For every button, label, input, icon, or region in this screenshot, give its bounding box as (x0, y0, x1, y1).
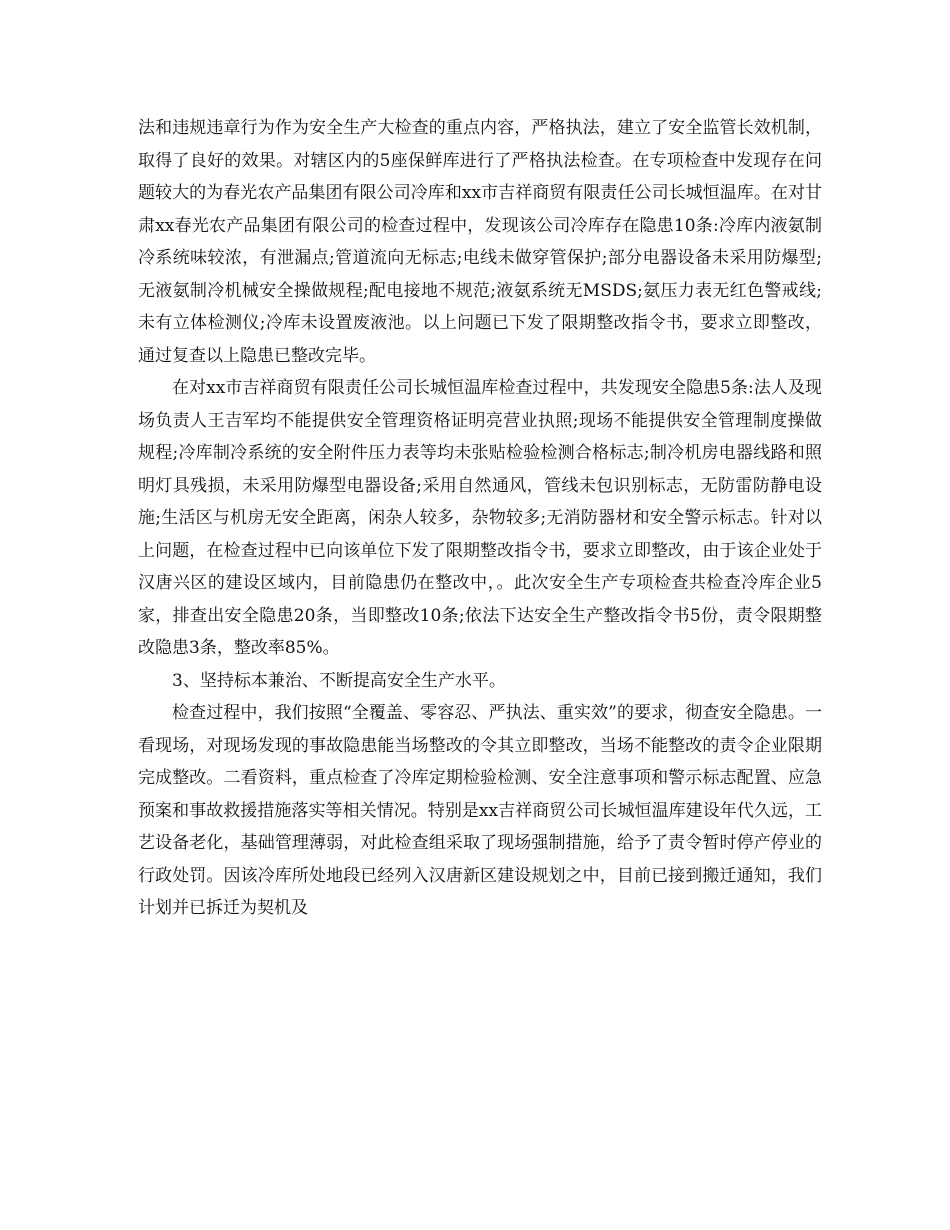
document-page (138, 112, 822, 925)
paragraph-inspection-process: 检查过程中，我们按照“全覆盖、零容忍、严执法、重实效”的要求，彻查安全隐患。一看现场，对现场发现的事故隐患能当场整改的令其立即整改，当场不能整改的责令企业限期完成整改。二看资料，重点检查了冷库定期检验检测、安全注意事项和警示标志配置、应急预案和事故救援措施落实等相关情况。特别是xx吉祥商贸公司长城恒温库建设年代久远，工艺设备老化，基础管理薄弱，对此检查组采取了现场强制措施，给予了责令暂时停产停业的行政处罚。因该冷库所处地段已经列入汉唐新区建设规划之中，目前已接到搬迁通知，我们计划并已拆迁为契机及 (138, 703, 822, 918)
paragraph-inspection-coldstorage: 法和违规违章行为作为安全生产大检查的重点内容，严格执法，建立了安全监管长效机制，取得了良好的效果。对辖区内的5座保鲜库进行了严格执法检查。在专项检查中发现存在问题较大的为春光农产品集团有限公司冷库和xx市吉祥商贸有限责任公司长城恒温库。在对甘肃xx春光农产品集团有限公司的检查过程中，发现该公司冷库存在隐患10条:冷库内液氨制冷系统味较浓，有泄漏点;管道流向无标志;电线未做穿管保护;部分电器设备未采用防爆型;无液氨制冷机械安全操做规程;配电接地不规范;液氨系统无MSDS;氨压力表无红色警戒线;未有立体检测仪;冷库未设置废液池。以上问题已下发了限期整改指令书，要求立即整改，通过复查以上隐患已整改完毕。 (138, 118, 822, 366)
section-heading-3: 3、坚持标本兼治、不断提高安全生产水平。 (172, 670, 506, 691)
paragraph-changcheng-inspection: 在对xx市吉祥商贸有限责任公司长城恒温库检查过程中，共发现安全隐患5条:法人及现场负责人王吉军均不能提供安全管理资格证明亮营业执照;现场不能提供安全管理制度操做规程;冷库制冷系统的安全附件压力表等均未张贴检验检测合格标志;制冷机房电器线路和照明灯具残损，未采用防爆型电器设备;采用自然通风，管线未包识别标志，无防雷防静电设施;生活区与机房无安全距离，闲杂人较多，杂物较多;无消防器材和安全警示标志。针对以上问题，在检查过程中已向该单位下发了限期整改指令书，要求立即整改，由于该企业处于汉唐兴区的建设区域内，目前隐患仍在整改中，。此次安全生产专项检查共检查冷库企业5家，排查出安全隐患20条，当即整改10条;依法下达安全生产整改指令书5份，责令限期整改隐患3条，整改率85%。 (138, 378, 822, 658)
